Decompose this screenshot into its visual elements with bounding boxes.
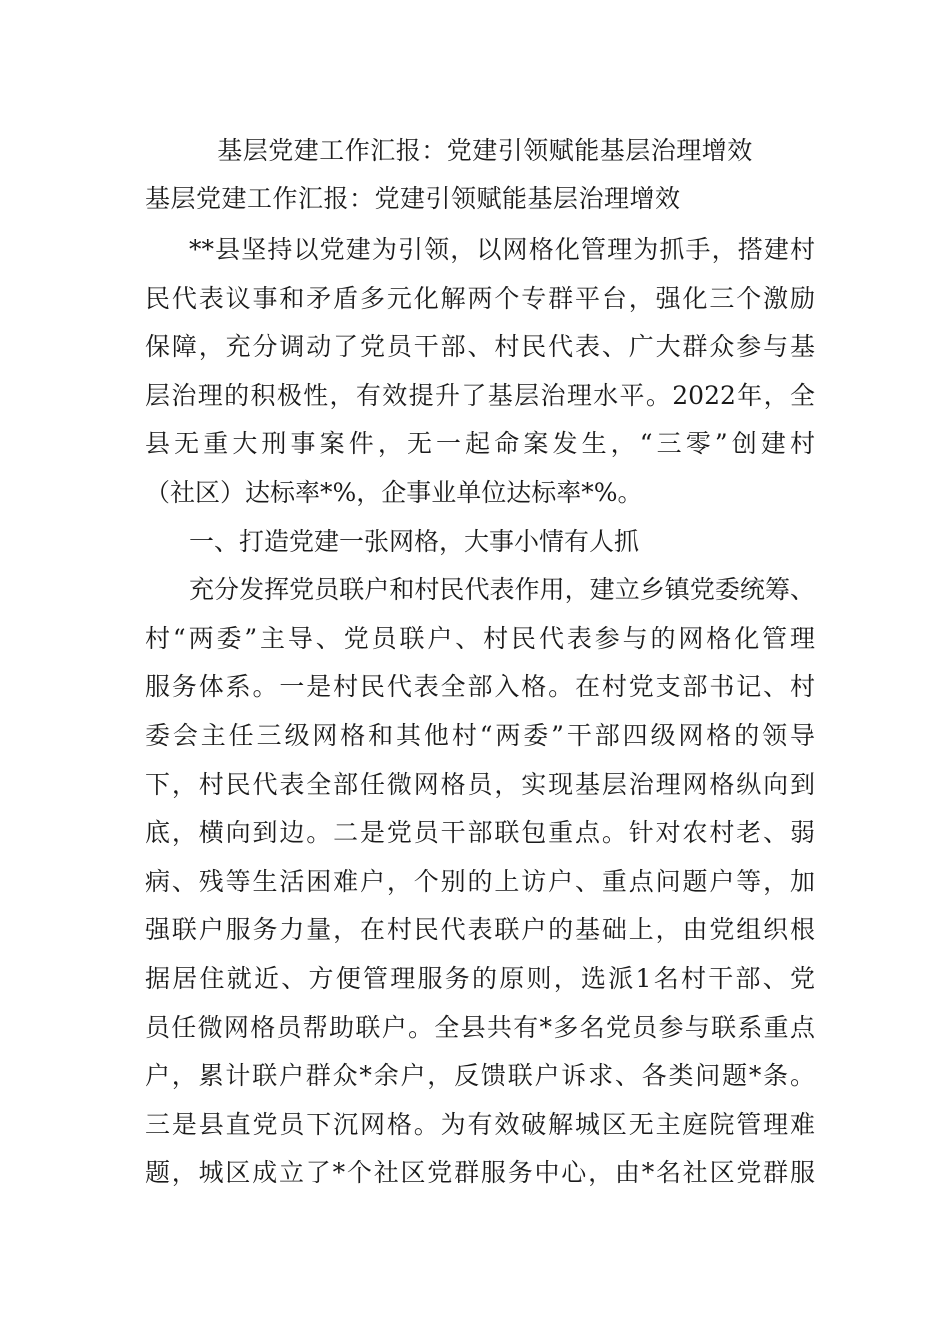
paragraph-line: 保障，充分调动了党员干部、村民代表、广大群众参与基 (145, 332, 815, 362)
document-title: 基层党建工作汇报：党建引领赋能基层治理增效 (217, 136, 753, 165)
paragraph-line: 员任微网格员帮助联户。全县共有*多名党员参与联系重点 (145, 1012, 815, 1042)
section-heading: 一、打造党建一张网格，大事小情有人抓 (189, 526, 640, 556)
paragraph-line: 县无重大刑事案件，无一起命案发生，“三零”创建村 (145, 429, 815, 459)
paragraph-line: 三是县直党员下沉网格。为有效破解城区无主庭院管理难 (145, 1109, 815, 1139)
paragraph-line: 下，村民代表全部任微网格员，实现基层治理网格纵向到 (145, 769, 815, 799)
paragraph-line: 户，累计联户群众*余户，反馈联户诉求、各类问题*条。 (145, 1061, 815, 1091)
paragraph-line: 病、残等生活困难户，个别的上访户、重点问题户等，加 (145, 866, 815, 896)
paragraph-line: 强联户服务力量，在村民代表联户的基础上，由党组织根 (145, 915, 815, 945)
paragraph-line: 委会主任三级网格和其他村“两委”干部四级网格的领导 (145, 720, 815, 750)
paragraph-line: 层治理的积极性，有效提升了基层治理水平。2022年，全 (145, 380, 815, 410)
paragraph-line: 题，城区成立了*个社区党群服务中心，由*名社区党群服 (145, 1158, 815, 1188)
document-subtitle: 基层党建工作汇报：党建引领赋能基层治理增效 (145, 184, 681, 213)
paragraph-line: （社区）达标率*%，企事业单位达标率*%。 (145, 477, 643, 507)
paragraph-line: 底，横向到边。二是党员干部联包重点。针对农村老、弱 (145, 818, 815, 848)
paragraph-line: 村“两委”主导、党员联户、村民代表参与的网格化管理 (145, 623, 815, 653)
paragraph-line: 据居住就近、方便管理服务的原则，选派1名村干部、党 (145, 963, 815, 993)
paragraph-line: 民代表议事和矛盾多元化解两个专群平台，强化三个激励 (145, 283, 815, 313)
paragraph-line: 服务体系。一是村民代表全部入格。在村党支部书记、村 (145, 672, 815, 702)
paragraph-line: **县坚持以党建为引领，以网格化管理为抓手，搭建村 (189, 235, 815, 264)
paragraph-line: 充分发挥党员联户和村民代表作用，建立乡镇党委统筹、 (189, 575, 815, 605)
document-body (145, 226, 815, 1198)
